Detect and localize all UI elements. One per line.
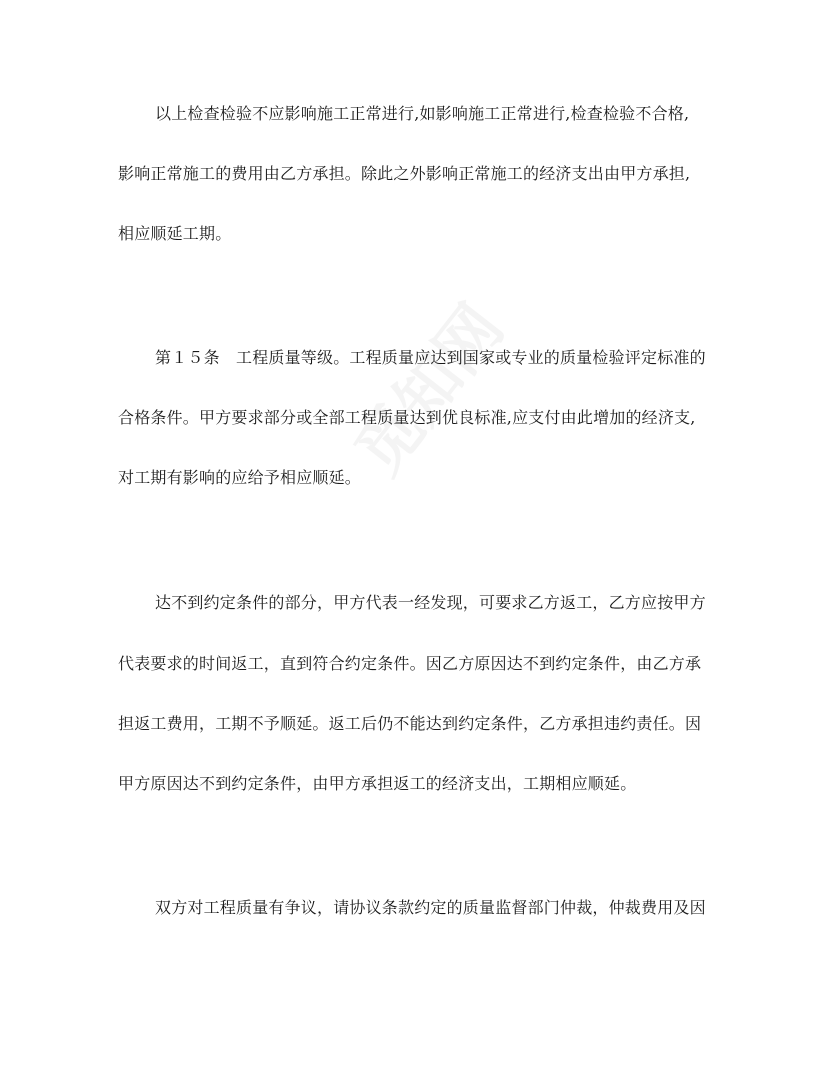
paragraph-3-line-4: 甲方原因达不到约定条件，由甲方承担返工的经济支出，工期相应顺延。 [118, 774, 637, 793]
paragraph-2-line-3: 对工期有影响的应给予相应顺延。 [118, 468, 362, 487]
paragraph-2-line-1: 第１５条 工程质量等级。工程质量应达到国家或专业的质量检验评定标准的 [155, 348, 706, 367]
paragraph-4-line-1: 双方对工程质量有争议，请协议条款约定的质量监督部门仲裁，仲裁费用及因 [155, 898, 706, 917]
paragraph-1-line-2: 影响正常施工的费用由乙方承担。除此之外影响正常施工的经济支出由甲方承担, [118, 164, 691, 183]
paragraph-1-line-1: 以上检查检验不应影响施工正常进行,如影响施工正常进行,检查检验不合格, [155, 104, 690, 123]
paragraph-1-line-3: 相应顺延工期。 [118, 224, 232, 243]
paragraph-3-line-1: 达不到约定条件的部分，甲方代表一经发现，可要求乙方返工，乙方应按甲方 [155, 593, 706, 612]
paragraph-2-line-2: 合格条件。甲方要求部分或全部工程质量达到优良标准,应支付由此增加的经济支, [118, 408, 696, 427]
paragraph-3-line-2: 代表要求的时间返工，直到符合约定条件。因乙方原因达不到约定条件，由乙方承 [118, 654, 702, 673]
watermark-logo [271, 226, 589, 554]
paragraph-3-line-3: 担返工费用，工期不予顺延。返工后仍不能达到约定条件，乙方承担违约责任。因 [118, 714, 702, 733]
